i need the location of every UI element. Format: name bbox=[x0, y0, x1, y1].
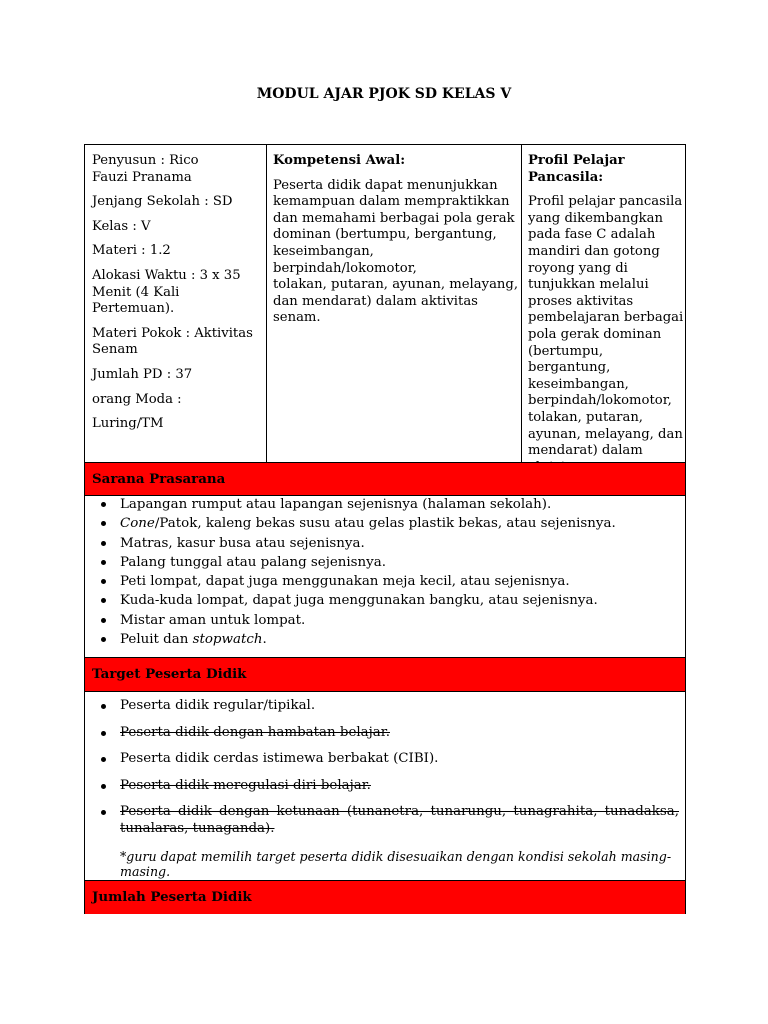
sarana-item: Kuda-kuda lompat, dapat juga menggunakan bangku, atau sejenisnya. bbox=[93, 591, 673, 610]
profil-heading: Profil Pelajar Pancasila: bbox=[528, 153, 625, 185]
profil-line: tolakan, putaran, bbox=[528, 409, 643, 425]
jumlah-pd-text: Jumlah PD : 37 bbox=[92, 366, 193, 382]
kompetensi-body bbox=[273, 178, 519, 327]
sarana-heading: Sarana Prasarana bbox=[92, 471, 226, 487]
profil-cell bbox=[528, 153, 684, 476]
profil-line: Profil pelajar pancasila bbox=[528, 194, 683, 210]
kompetensi-line: tolakan, putaran, ayunan, melayang, bbox=[273, 277, 519, 293]
profil-line: (bertumpu, bergantung, bbox=[528, 343, 611, 376]
jenjang-text: Jenjang Sekolah : SD bbox=[92, 194, 233, 210]
sarana-list bbox=[93, 495, 673, 649]
profil-line: keseimbangan, bbox=[528, 376, 629, 392]
kompetensi-line: dan mendarat) dalam aktivitas senam. bbox=[273, 293, 478, 326]
kompetensi-line: dominan (bertumpu, bergantung, bbox=[273, 227, 497, 243]
profil-line: pada fase C adalah bbox=[528, 227, 656, 243]
target-item: Peserta didik regular/tipikal. bbox=[93, 697, 679, 714]
sarana-item: Matras, kasur busa atau sejenisnya. bbox=[93, 534, 673, 553]
target-item: Peserta didik cerdas istimewa berbakat (CIBI). bbox=[93, 750, 679, 767]
profil-line: tunjukkan melalui bbox=[528, 277, 649, 293]
profil-line: ayunan, melayang, dan bbox=[528, 426, 683, 442]
sarana-item: Peluit dan stopwatch. bbox=[93, 630, 673, 649]
materi-pokok-text: Materi Pokok : Aktivitas Senam bbox=[92, 325, 253, 358]
profil-line: proses aktivitas bbox=[528, 293, 634, 309]
sarana-band bbox=[85, 462, 685, 496]
sarana-item: Lapangan rumput atau lapangan sejenisnya (halaman sekolah). bbox=[93, 495, 673, 514]
profil-line: mendarat) dalam bbox=[528, 443, 643, 459]
profil-line: mandiri dan gotong bbox=[528, 243, 660, 259]
penyusun-text: Penyusun : Rico Fauzi Pranama bbox=[92, 153, 199, 185]
target-heading: Target Peserta Didik bbox=[92, 666, 247, 682]
sarana-item: Cone/Patok, kaleng bekas susu atau gelas plastik bekas, atau sejenisnya. bbox=[93, 514, 673, 533]
sarana-item: Mistar aman untuk lompat. bbox=[93, 611, 673, 630]
target-list bbox=[93, 697, 679, 847]
kompetensi-cell bbox=[273, 153, 519, 327]
profil-line: berpindah/lokomotor, bbox=[528, 393, 672, 409]
target-item: Peserta didik dengan ketunaan (tunanetra, tunarungu, tunagrahita, tunadaksa, tunalaras, tunaganda). bbox=[93, 803, 679, 837]
kompetensi-line: kemampuan dalam mempraktikkan bbox=[273, 194, 510, 210]
target-band bbox=[85, 657, 685, 692]
module-table bbox=[84, 144, 686, 914]
target-item: Peserta didik dengan hambatan belajar. bbox=[93, 724, 679, 741]
target-note: *guru dapat memilih target peserta didik disesuaikan dengan kondisi sekolah masing-masing. bbox=[120, 849, 672, 879]
column-divider-1 bbox=[266, 145, 267, 463]
profil-line: yang dikembangkan bbox=[528, 210, 663, 226]
profil-line: pembelajaran berbagai bbox=[528, 310, 684, 326]
sarana-item: Palang tunggal atau palang sejenisnya. bbox=[93, 553, 673, 572]
jumlah-heading: Jumlah Peserta Didik bbox=[92, 889, 252, 905]
materi-text: Materi : 1.2 bbox=[92, 243, 171, 259]
kompetensi-line: keseimbangan, berpindah/lokomotor, bbox=[273, 243, 417, 276]
alokasi-text: Alokasi Waktu : 3 x 35 Menit (4 Kali Pertemuan). bbox=[92, 267, 241, 317]
kelas-text: Kelas : V bbox=[92, 218, 151, 234]
kompetensi-heading: Kompetensi Awal: bbox=[273, 153, 406, 168]
column-divider-2 bbox=[521, 145, 522, 463]
luring-text: Luring/TM bbox=[92, 416, 164, 432]
kompetensi-line: Peserta didik dapat menunjukkan bbox=[273, 177, 498, 193]
sarana-item: Peti lompat, dapat juga menggunakan meja kecil, atau sejenisnya. bbox=[93, 572, 673, 591]
moda-text: orang Moda : bbox=[92, 391, 182, 407]
profil-body bbox=[528, 194, 684, 476]
target-item: Peserta didik meregulasi diri belajar. bbox=[93, 777, 679, 794]
kompetensi-line: dan memahami berbagai pola gerak bbox=[273, 210, 515, 226]
jumlah-band bbox=[85, 880, 685, 914]
profil-line: pola gerak dominan bbox=[528, 326, 662, 342]
info-cell bbox=[92, 153, 262, 441]
document-title: MODUL AJAR PJOK SD KELAS V bbox=[256, 86, 512, 102]
profil-line: royong yang di bbox=[528, 260, 628, 276]
